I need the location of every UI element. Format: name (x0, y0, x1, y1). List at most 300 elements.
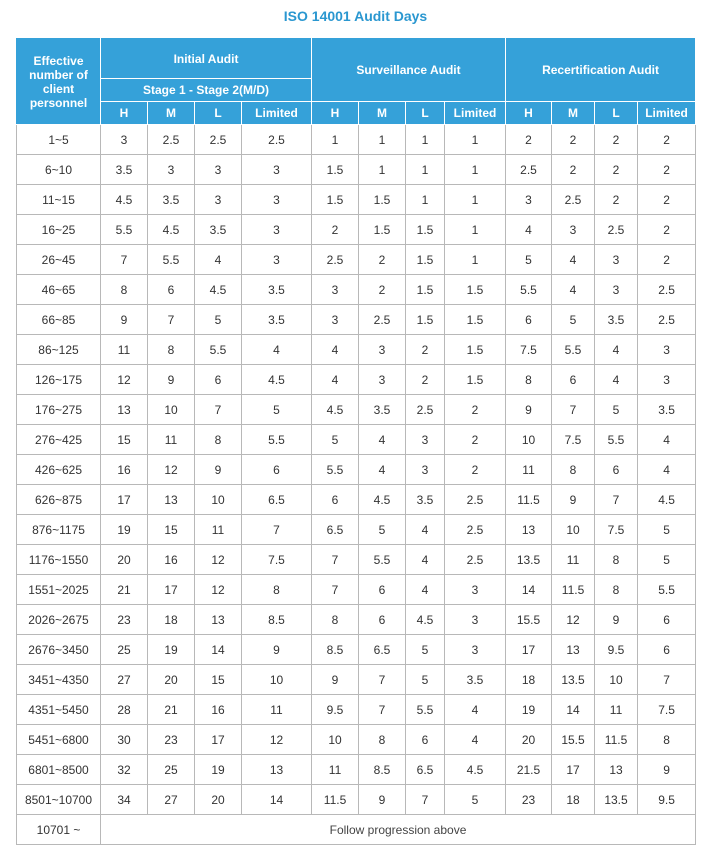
audit-days-cell: 12 (552, 605, 595, 635)
audit-days-cell: 7 (595, 485, 638, 515)
audit-days-cell: 11 (148, 425, 195, 455)
table-row (17, 365, 696, 395)
header-surveillance-audit: Surveillance Audit (312, 39, 506, 102)
audit-days-cell: 3 (445, 575, 506, 605)
personnel-range-cell: 26~45 (17, 245, 101, 275)
audit-days-cell: 3.5 (148, 185, 195, 215)
audit-days-cell: 14 (195, 635, 242, 665)
col-header-initial-l: L (195, 102, 242, 125)
audit-days-cell: 3 (359, 365, 406, 395)
audit-days-cell: 20 (148, 665, 195, 695)
audit-days-cell: 2 (445, 425, 506, 455)
audit-days-cell: 13.5 (506, 545, 552, 575)
audit-days-cell: 6.5 (312, 515, 359, 545)
audit-days-cell: 7 (638, 665, 696, 695)
col-header-recertification-m: M (552, 102, 595, 125)
audit-days-cell: 4.5 (445, 755, 506, 785)
audit-days-cell: 3 (445, 605, 506, 635)
audit-days-cell: 4 (595, 335, 638, 365)
personnel-range-cell: 46~65 (17, 275, 101, 305)
audit-days-cell: 5 (506, 245, 552, 275)
audit-days-cell: 16 (195, 695, 242, 725)
audit-days-cell: 2 (638, 185, 696, 215)
header-initial-stage: Stage 1 - Stage 2(M/D) (101, 79, 312, 102)
personnel-range-cell: 1551~2025 (17, 575, 101, 605)
audit-days-cell: 7 (552, 395, 595, 425)
audit-days-cell: 4 (359, 455, 406, 485)
audit-days-cell: 6 (359, 605, 406, 635)
audit-days-cell: 23 (506, 785, 552, 815)
audit-days-cell: 13 (101, 395, 148, 425)
personnel-range-cell: 6801~8500 (17, 755, 101, 785)
audit-days-cell: 2 (445, 395, 506, 425)
audit-days-cell: 10 (506, 425, 552, 455)
audit-days-cell: 19 (506, 695, 552, 725)
audit-days-cell: 2.5 (195, 125, 242, 155)
audit-days-cell: 27 (148, 785, 195, 815)
audit-days-cell: 4 (506, 215, 552, 245)
audit-days-cell: 1 (445, 215, 506, 245)
audit-days-cell: 11.5 (312, 785, 359, 815)
table-row (17, 485, 696, 515)
audit-days-cell: 3 (312, 305, 359, 335)
audit-days-cell: 2.5 (506, 155, 552, 185)
page-title: ISO 14001 Audit Days (283, 8, 428, 24)
audit-days-cell: 11 (101, 335, 148, 365)
col-header-recertification-h: H (506, 102, 552, 125)
audit-days-cell: 13 (552, 635, 595, 665)
audit-days-cell: 15 (148, 515, 195, 545)
audit-days-cell: 12 (195, 545, 242, 575)
table-row (17, 395, 696, 425)
audit-days-cell: 6 (312, 485, 359, 515)
audit-days-cell: 2 (359, 245, 406, 275)
audit-days-cell: 1.5 (445, 335, 506, 365)
audit-days-cell: 13.5 (552, 665, 595, 695)
audit-days-cell: 7 (359, 695, 406, 725)
audit-days-cell: 1 (445, 155, 506, 185)
audit-days-cell: 6.5 (359, 635, 406, 665)
audit-days-cell: 2.5 (445, 485, 506, 515)
col-header-surveillance-h: H (312, 102, 359, 125)
audit-days-cell: 6 (638, 605, 696, 635)
audit-days-cell: 34 (101, 785, 148, 815)
audit-days-cell: 5.5 (638, 575, 696, 605)
audit-days-cell: 2.5 (638, 275, 696, 305)
audit-days-cell: 9 (101, 305, 148, 335)
col-header-recertification-limited: Limited (638, 102, 696, 125)
header-personnel: Effective number of client personnel (17, 39, 101, 125)
audit-days-cell: 1 (312, 125, 359, 155)
audit-days-cell: 3 (638, 335, 696, 365)
audit-days-cell: 3 (638, 365, 696, 395)
audit-days-cell: 9.5 (638, 785, 696, 815)
table-body (17, 125, 696, 845)
audit-days-table (16, 38, 696, 845)
audit-days-cell: 21 (148, 695, 195, 725)
audit-days-cell: 5.5 (552, 335, 595, 365)
personnel-range-cell: 1~5 (17, 125, 101, 155)
audit-days-cell: 7.5 (638, 695, 696, 725)
audit-days-cell: 8 (595, 575, 638, 605)
audit-days-cell: 3 (552, 215, 595, 245)
personnel-range-cell: 176~275 (17, 395, 101, 425)
audit-days-cell: 5.5 (195, 335, 242, 365)
personnel-range-cell: 876~1175 (17, 515, 101, 545)
audit-days-cell: 17 (101, 485, 148, 515)
audit-days-cell: 2.5 (406, 395, 445, 425)
audit-days-cell: 1 (445, 245, 506, 275)
audit-days-cell: 10 (312, 725, 359, 755)
audit-days-cell: 6 (195, 365, 242, 395)
audit-days-cell: 2 (595, 155, 638, 185)
audit-days-cell: 3 (406, 425, 445, 455)
audit-days-cell: 9 (195, 455, 242, 485)
col-header-surveillance-m: M (359, 102, 406, 125)
audit-days-cell: 2.5 (242, 125, 312, 155)
audit-days-cell: 11 (195, 515, 242, 545)
audit-days-cell: 8.5 (359, 755, 406, 785)
audit-days-cell: 4 (242, 335, 312, 365)
header-recertification-audit: Recertification Audit (506, 39, 696, 102)
audit-days-cell: 6 (242, 455, 312, 485)
audit-days-cell: 1.5 (359, 215, 406, 245)
table-row (17, 725, 696, 755)
audit-days-cell: 3 (595, 275, 638, 305)
audit-days-cell: 3.5 (101, 155, 148, 185)
audit-days-cell: 2.5 (148, 125, 195, 155)
audit-days-cell: 2 (506, 125, 552, 155)
audit-days-cell: 18 (148, 605, 195, 635)
audit-days-cell: 3 (148, 155, 195, 185)
audit-days-cell: 13.5 (595, 785, 638, 815)
table-row (17, 635, 696, 665)
audit-days-cell: 1.5 (359, 185, 406, 215)
table-row (17, 245, 696, 275)
personnel-range-cell: 5451~6800 (17, 725, 101, 755)
audit-days-cell: 3 (595, 245, 638, 275)
audit-days-cell: 6 (595, 455, 638, 485)
table-row (17, 515, 696, 545)
audit-days-cell: 8 (359, 725, 406, 755)
audit-days-cell: 11 (242, 695, 312, 725)
table-row (17, 125, 696, 155)
audit-days-cell: 10 (595, 665, 638, 695)
audit-days-cell: 3 (195, 155, 242, 185)
audit-days-cell: 7 (406, 785, 445, 815)
audit-days-cell: 7 (148, 305, 195, 335)
audit-days-cell: 4 (552, 275, 595, 305)
audit-days-cell: 2 (406, 335, 445, 365)
audit-days-cell: 2.5 (445, 545, 506, 575)
audit-days-cell: 2 (552, 125, 595, 155)
col-header-surveillance-l: L (406, 102, 445, 125)
audit-days-cell: 4.5 (359, 485, 406, 515)
audit-days-cell: 11.5 (506, 485, 552, 515)
audit-days-cell: 23 (148, 725, 195, 755)
audit-days-cell: 13 (595, 755, 638, 785)
audit-days-cell: 8 (506, 365, 552, 395)
personnel-range-cell: 66~85 (17, 305, 101, 335)
table-row (17, 605, 696, 635)
audit-days-cell: 3 (242, 155, 312, 185)
audit-days-cell: 4 (406, 575, 445, 605)
audit-days-cell: 3.5 (242, 305, 312, 335)
audit-days-cell: 2 (595, 185, 638, 215)
audit-days-cell: 14 (552, 695, 595, 725)
audit-days-cell: 11.5 (595, 725, 638, 755)
audit-days-cell: 4 (638, 425, 696, 455)
audit-days-cell: 4.5 (312, 395, 359, 425)
col-header-surveillance-limited: Limited (445, 102, 506, 125)
audit-days-cell: 5 (195, 305, 242, 335)
personnel-range-cell: 2026~2675 (17, 605, 101, 635)
audit-days-cell: 7 (195, 395, 242, 425)
audit-days-cell: 4.5 (101, 185, 148, 215)
audit-days-cell: 2 (638, 155, 696, 185)
table-row (17, 785, 696, 815)
audit-days-cell: 3.5 (638, 395, 696, 425)
table-row (17, 215, 696, 245)
table-row (17, 755, 696, 785)
audit-days-cell: 1.5 (406, 245, 445, 275)
personnel-range-cell: 2676~3450 (17, 635, 101, 665)
audit-days-cell: 4 (638, 455, 696, 485)
audit-days-cell: 2.5 (359, 305, 406, 335)
audit-days-cell: 17 (195, 725, 242, 755)
audit-days-cell: 2 (406, 365, 445, 395)
audit-days-cell: 7 (242, 515, 312, 545)
personnel-range-cell: 3451~4350 (17, 665, 101, 695)
audit-days-cell: 8 (101, 275, 148, 305)
audit-days-cell: 5.5 (101, 215, 148, 245)
audit-days-cell: 5 (359, 515, 406, 545)
audit-days-cell: 9 (506, 395, 552, 425)
table-row-last (17, 815, 696, 845)
audit-days-cell: 5 (552, 305, 595, 335)
audit-days-cell: 7.5 (595, 515, 638, 545)
audit-days-cell: 8 (195, 425, 242, 455)
audit-days-cell: 23 (101, 605, 148, 635)
table-row (17, 545, 696, 575)
audit-days-cell: 1.5 (406, 275, 445, 305)
audit-days-cell: 12 (101, 365, 148, 395)
audit-days-cell: 9 (148, 365, 195, 395)
audit-days-cell: 14 (506, 575, 552, 605)
audit-days-cell: 1.5 (445, 365, 506, 395)
audit-days-cell: 3 (242, 245, 312, 275)
audit-days-cell: 6 (359, 575, 406, 605)
audit-days-cell: 19 (195, 755, 242, 785)
audit-days-cell: 1.5 (406, 305, 445, 335)
table-row (17, 155, 696, 185)
personnel-range-cell: 1176~1550 (17, 545, 101, 575)
audit-days-cell: 3 (195, 185, 242, 215)
audit-days-cell: 7 (312, 575, 359, 605)
audit-days-cell: 28 (101, 695, 148, 725)
audit-days-cell: 20 (101, 545, 148, 575)
audit-days-cell: 16 (148, 545, 195, 575)
audit-days-cell: 3.5 (595, 305, 638, 335)
audit-days-cell: 4 (595, 365, 638, 395)
audit-days-cell: 9 (312, 665, 359, 695)
audit-days-cell: 5.5 (406, 695, 445, 725)
sub-header-row (17, 102, 696, 125)
audit-days-cell: 2 (552, 155, 595, 185)
audit-days-cell: 1 (445, 185, 506, 215)
audit-days-cell: 12 (195, 575, 242, 605)
audit-days-cell: 7 (101, 245, 148, 275)
audit-days-cell: 2.5 (552, 185, 595, 215)
audit-days-cell: 3.5 (359, 395, 406, 425)
audit-days-cell: 17 (506, 635, 552, 665)
audit-days-cell: 9.5 (312, 695, 359, 725)
audit-days-cell: 13 (195, 605, 242, 635)
audit-days-cell: 5 (406, 665, 445, 695)
audit-days-cell: 10 (195, 485, 242, 515)
audit-days-cell: 3 (359, 335, 406, 365)
audit-days-cell: 3 (242, 215, 312, 245)
personnel-range-cell: 126~175 (17, 365, 101, 395)
audit-days-cell: 2.5 (445, 515, 506, 545)
audit-days-cell: 7 (359, 665, 406, 695)
audit-days-cell: 3 (101, 125, 148, 155)
audit-days-cell: 3 (406, 455, 445, 485)
audit-days-cell: 4 (552, 245, 595, 275)
audit-days-cell: 6 (406, 725, 445, 755)
audit-days-cell: 5 (242, 395, 312, 425)
audit-days-cell: 3.5 (195, 215, 242, 245)
audit-days-cell: 7.5 (242, 545, 312, 575)
audit-days-cell: 30 (101, 725, 148, 755)
personnel-range-cell: 10701 ~ (17, 815, 101, 845)
audit-days-cell: 1 (359, 155, 406, 185)
col-header-initial-limited: Limited (242, 102, 312, 125)
audit-days-cell: 16 (101, 455, 148, 485)
table-row (17, 455, 696, 485)
audit-days-cell: 1.5 (312, 185, 359, 215)
audit-days-cell: 5.5 (506, 275, 552, 305)
audit-days-cell: 13 (242, 755, 312, 785)
audit-days-cell: 6 (506, 305, 552, 335)
audit-days-cell: 17 (552, 755, 595, 785)
audit-days-cell: 3 (445, 635, 506, 665)
table-row (17, 575, 696, 605)
audit-days-cell: 6.5 (406, 755, 445, 785)
audit-days-cell: 6.5 (242, 485, 312, 515)
audit-days-cell: 11 (552, 545, 595, 575)
audit-days-cell: 8 (148, 335, 195, 365)
audit-days-cell: 2.5 (595, 215, 638, 245)
table-row (17, 275, 696, 305)
audit-days-cell: 2 (359, 275, 406, 305)
audit-days-cell: 2.5 (312, 245, 359, 275)
audit-days-cell: 11 (506, 455, 552, 485)
audit-days-cell: 2 (445, 455, 506, 485)
audit-days-cell: 4 (312, 335, 359, 365)
audit-days-cell: 5 (638, 545, 696, 575)
audit-days-cell: 25 (101, 635, 148, 665)
audit-days-cell: 15 (195, 665, 242, 695)
personnel-range-cell: 8501~10700 (17, 785, 101, 815)
header-initial-audit: Initial Audit (101, 39, 312, 79)
personnel-range-cell: 276~425 (17, 425, 101, 455)
audit-days-cell: 2.5 (638, 305, 696, 335)
audit-days-cell: 3 (242, 185, 312, 215)
audit-days-cell: 6 (148, 275, 195, 305)
audit-days-cell: 1.5 (406, 215, 445, 245)
audit-days-cell: 4 (406, 545, 445, 575)
table-row (17, 695, 696, 725)
audit-days-cell: 8 (595, 545, 638, 575)
audit-days-cell: 3 (506, 185, 552, 215)
audit-days-cell: 8 (638, 725, 696, 755)
audit-days-cell: 10 (148, 395, 195, 425)
audit-days-cell: 18 (552, 785, 595, 815)
audit-days-cell: 14 (242, 785, 312, 815)
audit-days-cell: 5.5 (359, 545, 406, 575)
audit-days-cell: 9 (595, 605, 638, 635)
personnel-range-cell: 4351~5450 (17, 695, 101, 725)
audit-days-cell: 21.5 (506, 755, 552, 785)
audit-days-cell: 1.5 (445, 305, 506, 335)
table-row (17, 305, 696, 335)
audit-days-cell: 2 (638, 215, 696, 245)
audit-days-cell: 9 (242, 635, 312, 665)
audit-days-cell: 3.5 (445, 665, 506, 695)
audit-days-cell: 4.5 (638, 485, 696, 515)
audit-days-cell: 2 (595, 125, 638, 155)
audit-days-cell: 8.5 (242, 605, 312, 635)
audit-days-cell: 5.5 (595, 425, 638, 455)
audit-days-cell: 1 (359, 125, 406, 155)
audit-days-cell: 3.5 (406, 485, 445, 515)
audit-days-cell: 1 (445, 125, 506, 155)
audit-days-cell: 5 (406, 635, 445, 665)
audit-days-cell: 1 (406, 125, 445, 155)
personnel-range-cell: 86~125 (17, 335, 101, 365)
audit-days-cell: 12 (242, 725, 312, 755)
audit-days-cell: 13 (148, 485, 195, 515)
table-row (17, 185, 696, 215)
audit-days-cell: 1 (406, 155, 445, 185)
audit-days-cell: 32 (101, 755, 148, 785)
audit-days-cell: 2 (638, 245, 696, 275)
audit-days-cell: 17 (148, 575, 195, 605)
table-row (17, 425, 696, 455)
audit-days-cell: 15 (101, 425, 148, 455)
audit-days-cell: 18 (506, 665, 552, 695)
audit-days-cell: 10 (242, 665, 312, 695)
audit-days-cell: 1.5 (312, 155, 359, 185)
audit-days-cell: 6 (638, 635, 696, 665)
audit-days-cell: 4.5 (195, 275, 242, 305)
personnel-range-cell: 11~15 (17, 185, 101, 215)
audit-days-cell: 4 (406, 515, 445, 545)
audit-days-cell: 5 (595, 395, 638, 425)
col-header-initial-h: H (101, 102, 148, 125)
audit-days-cell: 12 (148, 455, 195, 485)
audit-days-cell: 11 (312, 755, 359, 785)
audit-days-cell: 19 (101, 515, 148, 545)
table-header (17, 39, 696, 125)
audit-days-cell: 10 (552, 515, 595, 545)
audit-days-cell: 4 (312, 365, 359, 395)
audit-days-cell: 4 (195, 245, 242, 275)
audit-days-cell: 5.5 (148, 245, 195, 275)
audit-days-cell: 8 (242, 575, 312, 605)
audit-days-cell: 20 (506, 725, 552, 755)
